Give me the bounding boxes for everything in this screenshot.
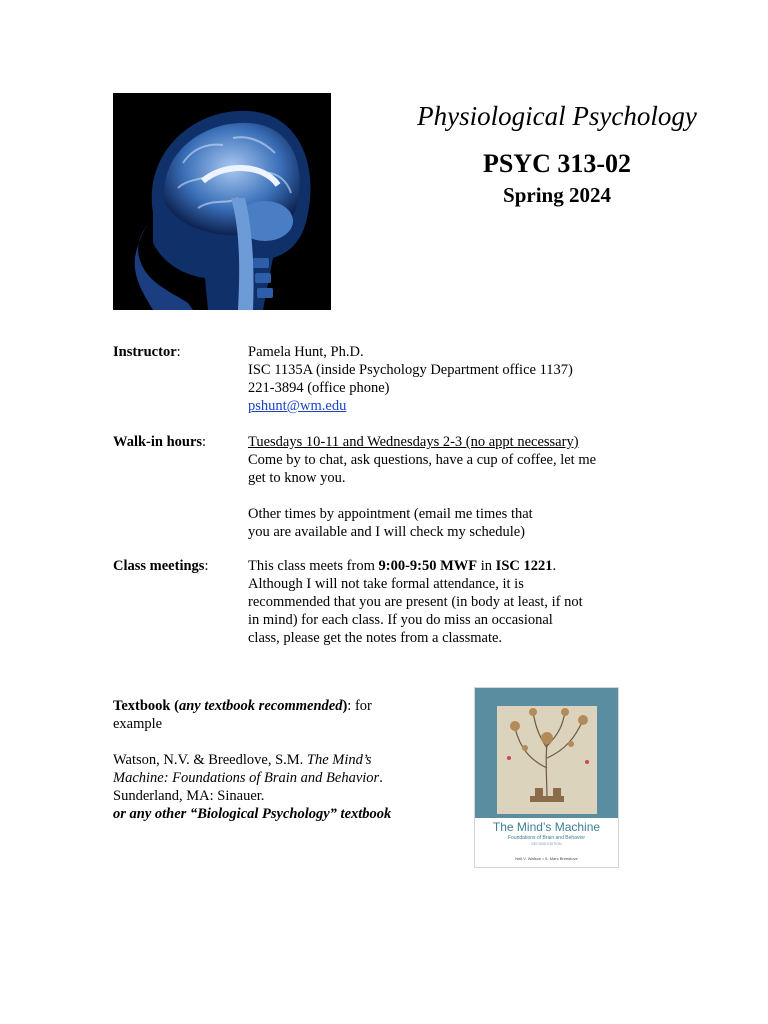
book-cover-icon xyxy=(474,687,619,868)
textbook-citation: Watson, N.V. & Breedlove, S.M. The Mind’s Machine: Foundations of Brain and Behavior. Sunderland, MA: Sinauer. or any other “Biological Psychology” textbook xyxy=(113,752,392,822)
textbook-section xyxy=(113,697,433,823)
walkin-other-1: Other times by appointment (email me times that xyxy=(248,506,533,522)
class-meetings-line-4: in mind) for each class. If you do miss an occasional xyxy=(248,612,553,628)
brain-mri-icon xyxy=(113,93,331,310)
class-meetings-label: Class meetings: xyxy=(113,558,209,574)
walkin-details xyxy=(248,433,628,541)
course-title: Physiological Psychology xyxy=(417,101,697,131)
walkin-desc-1: Come by to chat, ask questions, have a cup of coffee, let me xyxy=(248,452,597,468)
instructor-details xyxy=(248,343,628,415)
class-meetings-line-3: recommended that you are present (in body at least, if not xyxy=(248,594,583,610)
instructor-office: ISC 1135A (inside Psychology Department office 1137) xyxy=(248,362,573,378)
class-meetings-line-1: This class meets from 9:00-9:50 MWF in ISC 1221. xyxy=(248,558,557,574)
cover-title: The Mind’s Machine xyxy=(492,820,601,834)
title-block xyxy=(400,100,714,208)
walkin-other-2: you are available and I will check my schedule) xyxy=(248,524,525,540)
textbook-heading: Textbook (any textbook recommended): for example xyxy=(113,698,372,732)
instructor-label: Instructor: xyxy=(113,344,181,360)
walkin-desc-2: get to know you. xyxy=(248,470,346,486)
cover-edition: SECOND EDITION xyxy=(531,842,562,846)
cover-authors: Neil V. Watson • S. Marc Breedlove xyxy=(515,856,578,861)
course-term: Spring 2024 xyxy=(503,183,611,207)
instructor-phone: 221-3894 (office phone) xyxy=(248,380,390,396)
walkin-hours: Tuesdays 10-11 and Wednesdays 2-3 (no appt necessary) xyxy=(248,434,579,450)
class-meetings-line-2: Although I will not take formal attendance, it is xyxy=(248,576,524,592)
walkin-label: Walk-in hours: xyxy=(113,434,207,450)
class-meetings-details xyxy=(248,557,628,647)
class-meetings-line-5: class, please get the notes from a classmate. xyxy=(248,630,503,646)
instructor-name: Pamela Hunt, Ph.D. xyxy=(248,344,364,360)
instructor-email-link[interactable]: pshunt@wm.edu xyxy=(248,398,347,414)
cover-subtitle: Foundations of Brain and Behavior xyxy=(508,835,585,841)
textbook-alternative: or any other “Biological Psychology” textbook xyxy=(113,806,392,822)
cover-illustration xyxy=(475,688,618,818)
course-code: PSYC 313-02 xyxy=(482,149,632,178)
